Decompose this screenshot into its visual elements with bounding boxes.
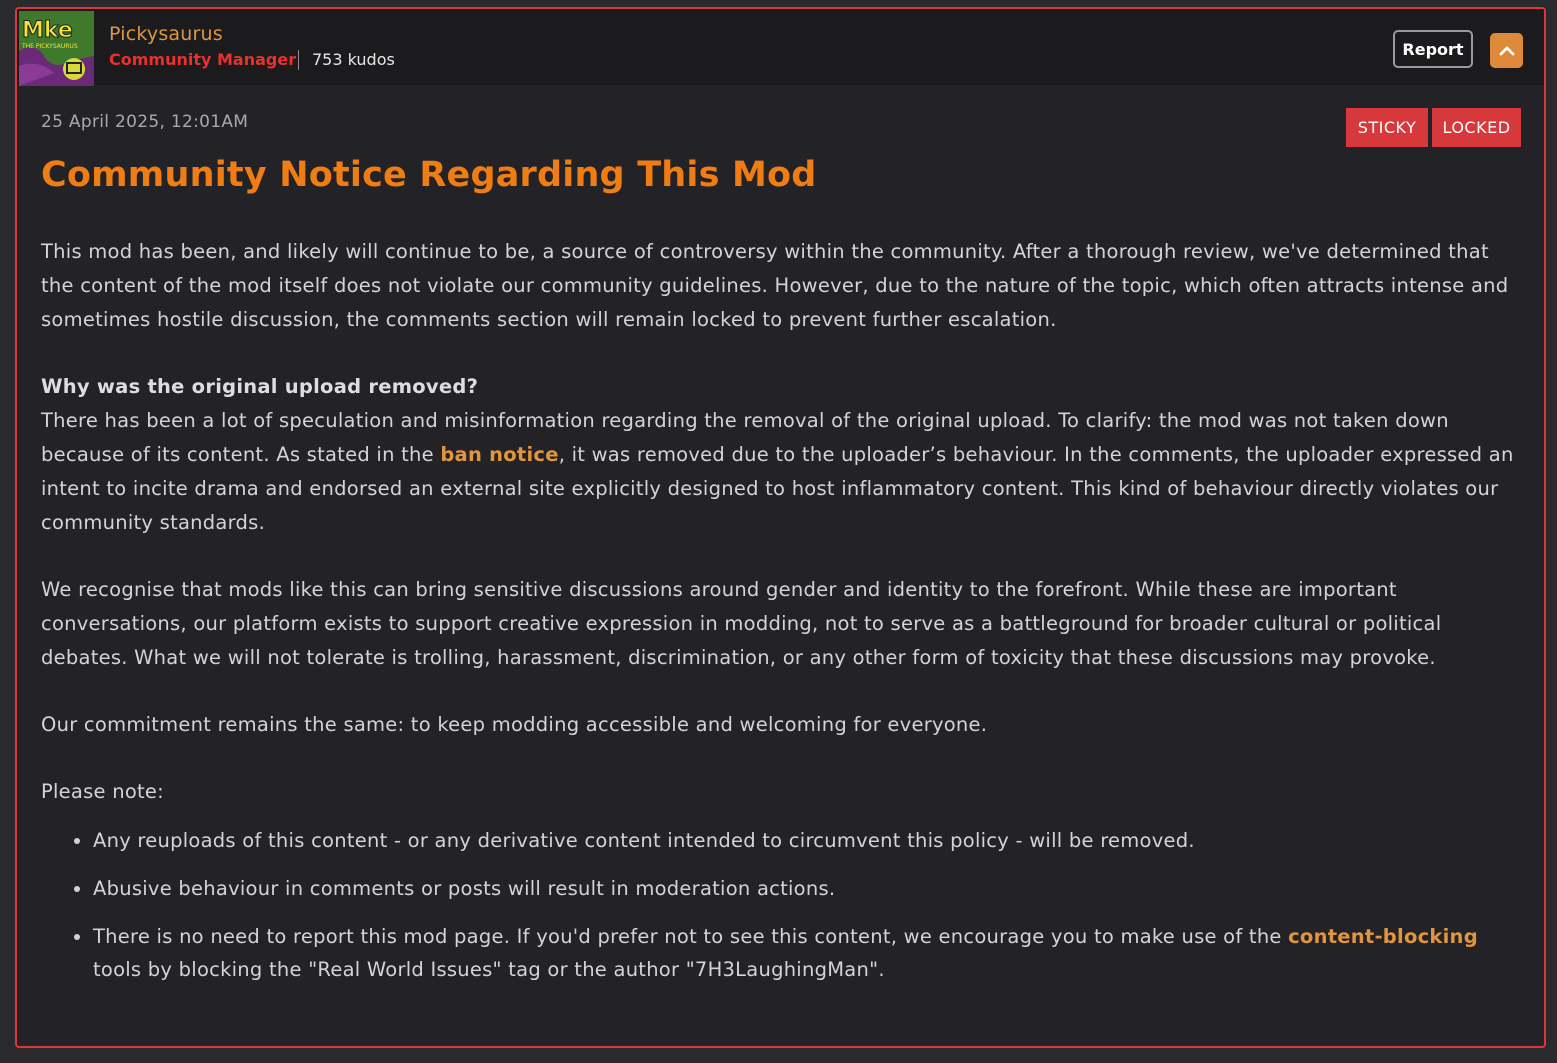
list-item-text-cont: tools by blocking the "Real World Issues" tag or the author "7H3LaughingMan".	[93, 958, 885, 981]
paragraph-discussion: We recognise that mods like this can bring sensitive discussions around gender and identity to the forefront. While these are important conversations, our platform exists to support creative expression in modding, not to serve as a battleground for broader cultural or political debates. What we will not tolerate is trolling, harassment, discrimination, or any other form of toxicity that these discussions may provoke.	[41, 578, 1442, 669]
report-button[interactable]: Report	[1393, 30, 1473, 68]
author-username[interactable]: Pickysaurus	[109, 23, 223, 45]
header-divider	[298, 50, 299, 70]
list-item	[93, 920, 1521, 986]
collapse-button[interactable]	[1490, 33, 1523, 68]
paragraph-removal-text: There has been a lot of speculation and misinformation regarding the removal of the original upload. To clarify: the mod was not taken down because of its content. As stated in the	[41, 409, 1449, 466]
post-header	[17, 9, 1544, 85]
author-kudos: 753 kudos	[312, 50, 395, 69]
chevron-up-icon	[1499, 45, 1515, 57]
paragraph-note: Please note:	[41, 780, 164, 803]
avatar-image	[19, 11, 94, 86]
list-item: • Any reuploads of this content - or any derivative content intended to circumvent this policy - will be removed.	[93, 824, 1521, 857]
post-title: Community Notice Regarding This Mod	[41, 155, 817, 195]
ban-notice-link[interactable]: ban notice	[440, 443, 559, 466]
question-heading: Why was the original upload removed?	[41, 375, 479, 398]
svg-text:THE PICKYSAURUS: THE PICKYSAURUS	[22, 43, 78, 50]
post-body	[41, 235, 1521, 1001]
paragraph-removal	[41, 404, 1521, 540]
content-blocking-link[interactable]: content-blocking	[1288, 925, 1478, 948]
paragraph-removal-text-cont: , it was removed due to the uploader’s behaviour. In the comments, the uploader expressed an intent to incite drama and endorsed an external site explicitly designed to host inflammatory content. This kind of behaviour directly violates our community standards.	[41, 443, 1514, 534]
paragraph-intro: This mod has been, and likely will continue to be, a source of controversy within the community. After a thorough review, we've determined that the content of the mod itself does not violate our community guidelines. However, due to the nature of the topic, which often attracts intense and sometimes hostile discussion, the comments section will remain locked to prevent further escalation.	[41, 240, 1509, 331]
svg-text:Mke: Mke	[22, 18, 73, 43]
notice-card	[15, 7, 1546, 1048]
paragraph-commitment: Our commitment remains the same: to keep modding accessible and welcoming for everyone.	[41, 713, 988, 736]
list-item-text: There is no need to report this mod page. If you'd prefer not to see this content, we encourage you to make use of the	[93, 925, 1289, 948]
user-avatar[interactable]	[19, 11, 94, 86]
post-date: 25 April 2025, 12:01AM	[41, 112, 249, 132]
author-role: Community Manager	[109, 50, 297, 69]
list-item: • Abusive behaviour in comments or posts will result in moderation actions.	[93, 872, 1521, 905]
notes-list	[41, 824, 1521, 986]
sticky-badge: STICKY	[1346, 108, 1428, 147]
locked-badge: LOCKED	[1432, 108, 1521, 147]
